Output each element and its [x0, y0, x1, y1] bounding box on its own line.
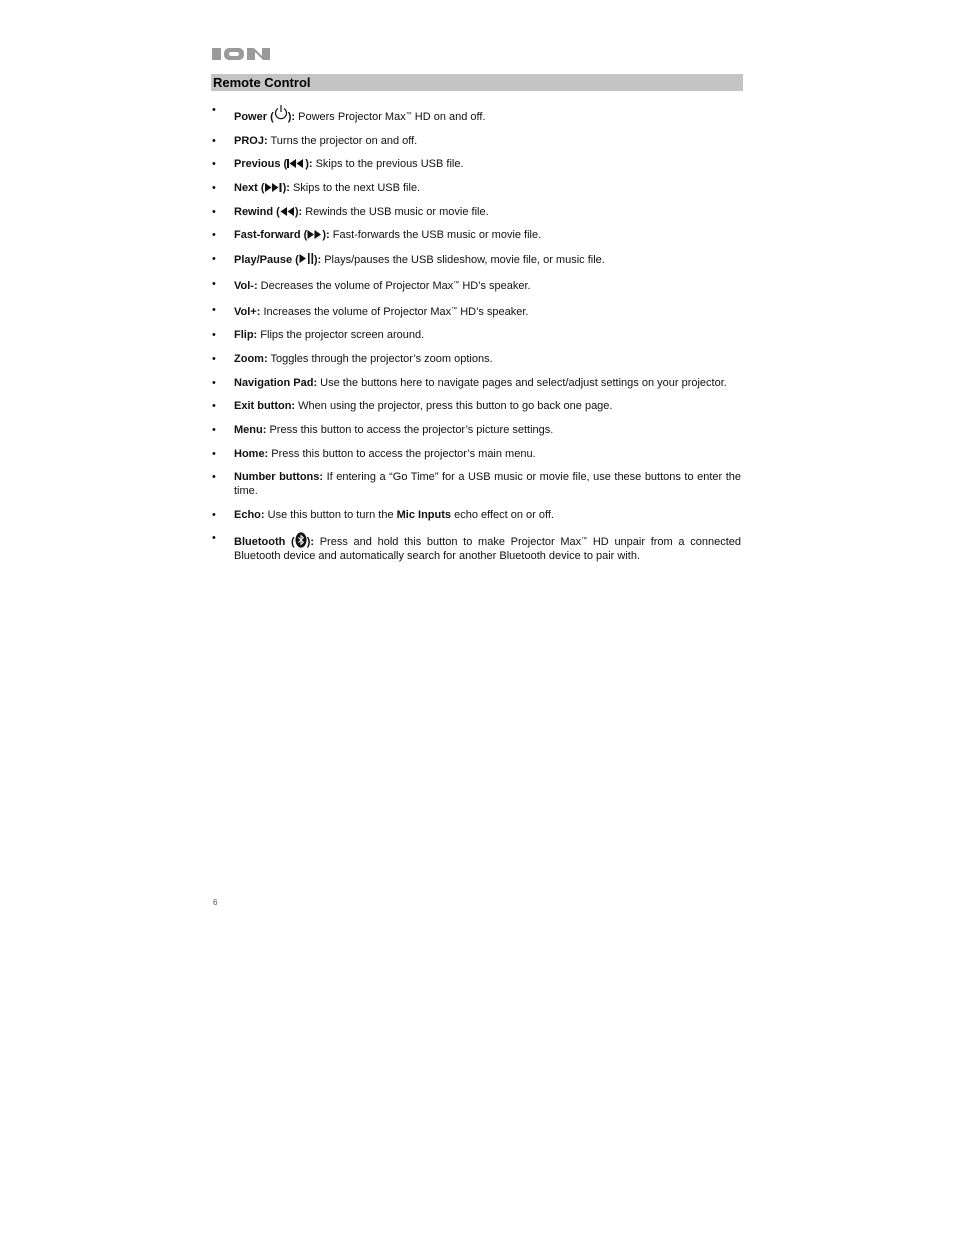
- item-label: Vol+:: [234, 305, 261, 318]
- item-label: Number buttons:: [234, 471, 324, 484]
- power-icon: [274, 104, 288, 121]
- item-text: Flips the projector screen around.: [257, 329, 425, 342]
- list-item-next: • Next ( ): Skips to the next USB file.: [212, 182, 421, 195]
- item-label: Power (: [234, 111, 274, 123]
- item-text: Turns the projector on and off.: [267, 134, 418, 147]
- list-item-proj: • PROJ: Turns the projector on and off.: [212, 134, 418, 147]
- item-text: Toggles through the projector’s zoom options.: [267, 352, 493, 365]
- item-label: Previous (: [234, 158, 288, 171]
- item-label: Next (: [234, 182, 265, 195]
- item-text: Use the buttons here to navigate pages and select/adjust settings on your projector.: [317, 376, 727, 389]
- item-text: Powers Projector Max: [295, 111, 406, 123]
- mic-inputs-label: Mic Inputs: [396, 508, 452, 521]
- list-item-previous: • Previous ( ): Skips to the previous USB file.: [212, 158, 464, 171]
- trademark-symbol: ™: [581, 537, 588, 544]
- item-text: If entering a “Go Time” for a USB music or movie file, use these buttons to enter the time.: [234, 471, 741, 497]
- next-icon: [265, 183, 283, 192]
- remote-control-list: [211, 104, 741, 573]
- bluetooth-icon: [295, 532, 307, 548]
- list-item-vol-down: • Vol-: Decreases the volume of Projector Max™ HD’s speaker.: [212, 277, 531, 292]
- item-label: Rewind (: [234, 205, 280, 218]
- item-text: Rewinds the USB music or movie file.: [302, 205, 489, 218]
- list-item-bluetooth: • Bluetooth ( ): Press and hold this button to make Projector Max™ HD unpair from a connected Bluetooth device and automatically search for another Bluetooth device to pair with.: [212, 532, 741, 562]
- list-item-power: • Power ( ): Powers Projector Max™ HD on and off.: [212, 104, 486, 123]
- list-item-vol-up: • Vol+: Increases the volume of Projector Max™ HD’s speaker.: [212, 303, 529, 318]
- item-label: Vol-:: [234, 279, 258, 292]
- item-label: Navigation Pad:: [234, 376, 318, 389]
- fast-forward-icon: [307, 230, 322, 239]
- list-item-menu: • Menu: Press this button to access the projector’s picture settings.: [212, 423, 554, 436]
- item-label: Fast-forward (: [234, 229, 308, 242]
- item-label: PROJ:: [234, 134, 268, 147]
- list-item-exit-button: • Exit button: When using the projector, press this button to go back one page.: [212, 400, 613, 413]
- previous-icon: [287, 159, 305, 168]
- item-label: Bluetooth (: [234, 536, 295, 549]
- item-label: Menu:: [234, 423, 267, 436]
- item-text: Press this button to access the projector’s main menu.: [268, 447, 536, 460]
- list-item-navigation-pad: • Navigation Pad: Use the buttons here to navigate pages and select/adjust settings on your projector.: [212, 376, 727, 389]
- item-text: When using the projector, press this button to go back one page.: [295, 400, 613, 413]
- item-label: Home:: [234, 447, 269, 460]
- trademark-symbol: ™: [453, 280, 460, 287]
- list-item-play-pause: • Play/Pause ( ): Plays/pauses the USB slideshow, movie file, or music file.: [212, 253, 605, 267]
- list-item-rewind: • Rewind ( ): Rewinds the USB music or movie file.: [212, 205, 489, 218]
- trademark-symbol: ™: [451, 306, 458, 313]
- item-text: Use this button to turn the: [264, 508, 397, 521]
- item-label: Zoom:: [234, 352, 268, 365]
- item-text: Fast-forwards the USB music or movie file.: [329, 229, 542, 242]
- item-label: Play/Pause (: [234, 254, 299, 267]
- list-item-number-buttons: • Number buttons: If entering a “Go Time” for a USB music or movie file, use these buttons to enter the time.: [212, 471, 741, 497]
- section-title: Remote Control: [213, 75, 311, 90]
- item-text: Decreases the volume of Projector Max: [257, 279, 454, 292]
- item-label: Echo:: [234, 508, 265, 521]
- item-text: Press this button to access the projector’s picture settings.: [266, 423, 554, 436]
- item-text: Press and hold this button to make Projector Max: [314, 536, 582, 549]
- play-pause-icon: [299, 253, 314, 264]
- list-item-fast-forward: • Fast-forward ( ): Fast-forwards the USB music or movie file.: [212, 229, 542, 242]
- item-text: Plays/pauses the USB slideshow, movie file, or music file.: [321, 254, 605, 267]
- list-item-echo: • Echo: Use this button to turn the Mic Inputs echo effect on or off.: [212, 508, 554, 521]
- item-text: Skips to the next USB file.: [289, 182, 421, 195]
- list-item-zoom: • Zoom: Toggles through the projector’s zoom options.: [212, 352, 493, 365]
- section-header-bar: [211, 74, 743, 91]
- ion-logo: [212, 47, 274, 61]
- item-label: Flip:: [234, 329, 258, 342]
- item-label: Exit button:: [234, 400, 296, 413]
- trademark-symbol: ™: [405, 112, 412, 118]
- page-number: 6: [213, 898, 218, 907]
- rewind-icon: [280, 207, 295, 216]
- item-text: Skips to the previous USB file.: [312, 158, 464, 171]
- item-text: Increases the volume of Projector Max: [260, 305, 452, 318]
- list-item-flip: • Flip: Flips the projector screen around.: [212, 329, 425, 342]
- list-item-home: • Home: Press this button to access the projector’s main menu.: [212, 447, 536, 460]
